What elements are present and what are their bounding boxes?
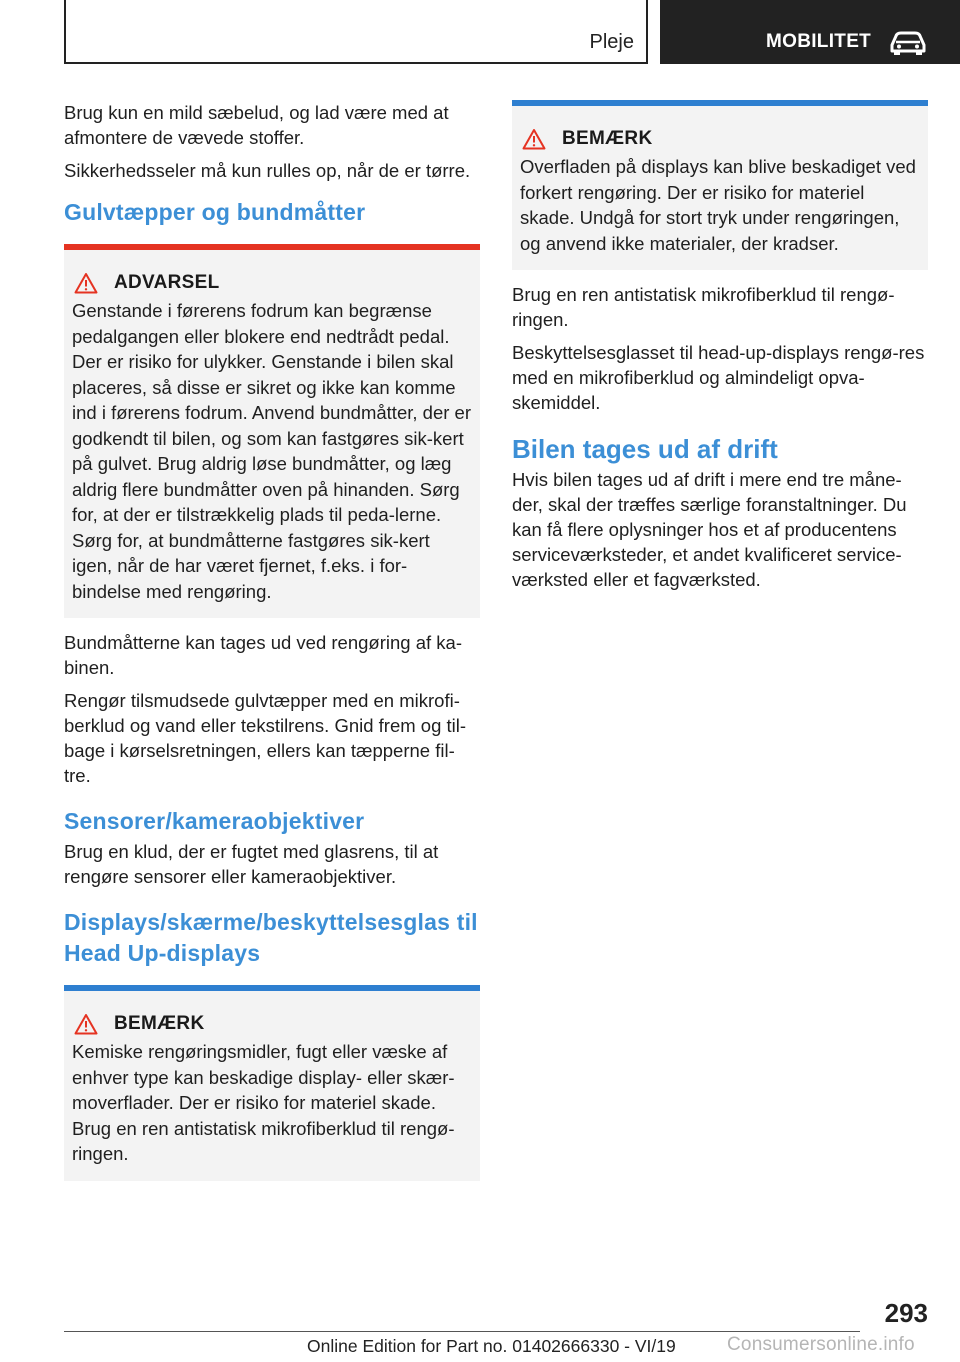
header-section-title: Pleje xyxy=(589,31,634,53)
note-box xyxy=(64,985,480,1181)
paragraph: Brug en ren antistatisk mikrofiberklud til rengø‐ringen. xyxy=(512,284,895,330)
right-column xyxy=(512,100,928,600)
note-header xyxy=(72,1013,472,1035)
section-heading-carpets: Gulvtæpper og bundmåtter xyxy=(64,199,366,225)
paragraph: Beskyttelsesglasset til head-up-displays rengø‐res med en mikrofiberklud og almindeligt opva‐skemiddel. xyxy=(512,342,925,413)
warning-text: Genstande i førerens fodrum kan begrænse pedalgangen eller blokere end nedtrådt pedal. Der er risiko for ulykker. Genstande i bilen skal placeres, så disse er sikret og ikke kan komme ind i førerens fodrum. Anvend bundmåtter, der er godkendt til bilen, og som kan fastgøres sik‐kert på gulvet. Brug aldrig løse bundmåtter, og læg aldrig flere bundmåtter oven på hinanden. Sørg for, at der er tilstrækkelig plads til peda‐lerne. Sørg for, at bundmåtterne fastgøres sik‐kert igen, når de har været fjernet, f.eks. i for‐bindelse med rengøring. xyxy=(72,300,471,602)
note-title: BEMÆRK xyxy=(562,128,653,149)
paragraph: Hvis bilen tages ud af drift i mere end tre måne‐der, skal der træffes særlige foranstaltninger. Du kan få flere oplysninger hos et af producentens serviceværksteder, et andet kvalificeret service‐værksted eller et fagværksted. xyxy=(512,469,907,590)
header-chapter-box xyxy=(660,0,960,64)
header-section-box xyxy=(64,0,648,64)
paragraph: Rengør tilsmudsede gulvtæpper med en mikrofi‐berklud og vand eller tekstilrens. Gnid frem og til‐bage i kørselsretningen, ellers kan tæpperne fil‐tre. xyxy=(64,690,467,786)
note-text: Overfladen på displays kan blive beskadiget ved forkert rengøring. Der er risiko for materiel skade. Undgå for stort tryk under rengøringen, og anvend ikke materialer, der kradser. xyxy=(520,156,916,254)
warning-title: ADVARSEL xyxy=(114,272,220,293)
header-chapter-title: MOBILITET xyxy=(766,31,872,52)
note-box xyxy=(512,100,928,270)
footer-watermark: Consumersonline.info xyxy=(727,1334,915,1355)
footer-divider xyxy=(64,1331,860,1332)
section-heading-decommission: Bilen tages ud af drift xyxy=(512,434,778,464)
warning-box xyxy=(64,244,480,618)
warning-icon xyxy=(74,1013,98,1035)
section-heading-displays: Displays/skærme/beskyttelsesglas til Head Up-displays xyxy=(64,909,478,966)
note-header xyxy=(520,128,920,150)
paragraph: Brug en klud, der er fugtet med glasrens, til at rengøre sensorer eller kameraobjektiver. xyxy=(64,841,439,887)
section-heading-sensors: Sensorer/kameraobjektiver xyxy=(64,808,365,834)
left-column xyxy=(64,100,480,1193)
note-title: BEMÆRK xyxy=(114,1013,205,1034)
paragraph: Sikkerhedsseler må kun rulles op, når de er tørre. xyxy=(64,160,471,181)
note-text: Kemiske rengøringsmidler, fugt eller væske af enhver type kan beskadige display- eller skær‐moverflader. Der er risiko for materiel skade. Brug en ren antistatisk mikrofiberklud til rengø‐ringen. xyxy=(72,1041,455,1164)
warning-header xyxy=(72,272,472,294)
warning-icon xyxy=(74,272,98,294)
warning-icon xyxy=(522,128,546,150)
footer-edition: Online Edition for Part no. 01402666330 - VI/19 xyxy=(307,1336,676,1356)
paragraph: Brug kun en mild sæbelud, og lad være med at afmontere de vævede stoffer. xyxy=(64,102,449,148)
paragraph: Bundmåtterne kan tages ud ved rengøring af ka‐binen. xyxy=(64,632,462,678)
page-number: 293 xyxy=(884,1298,928,1328)
car-icon xyxy=(888,28,928,56)
